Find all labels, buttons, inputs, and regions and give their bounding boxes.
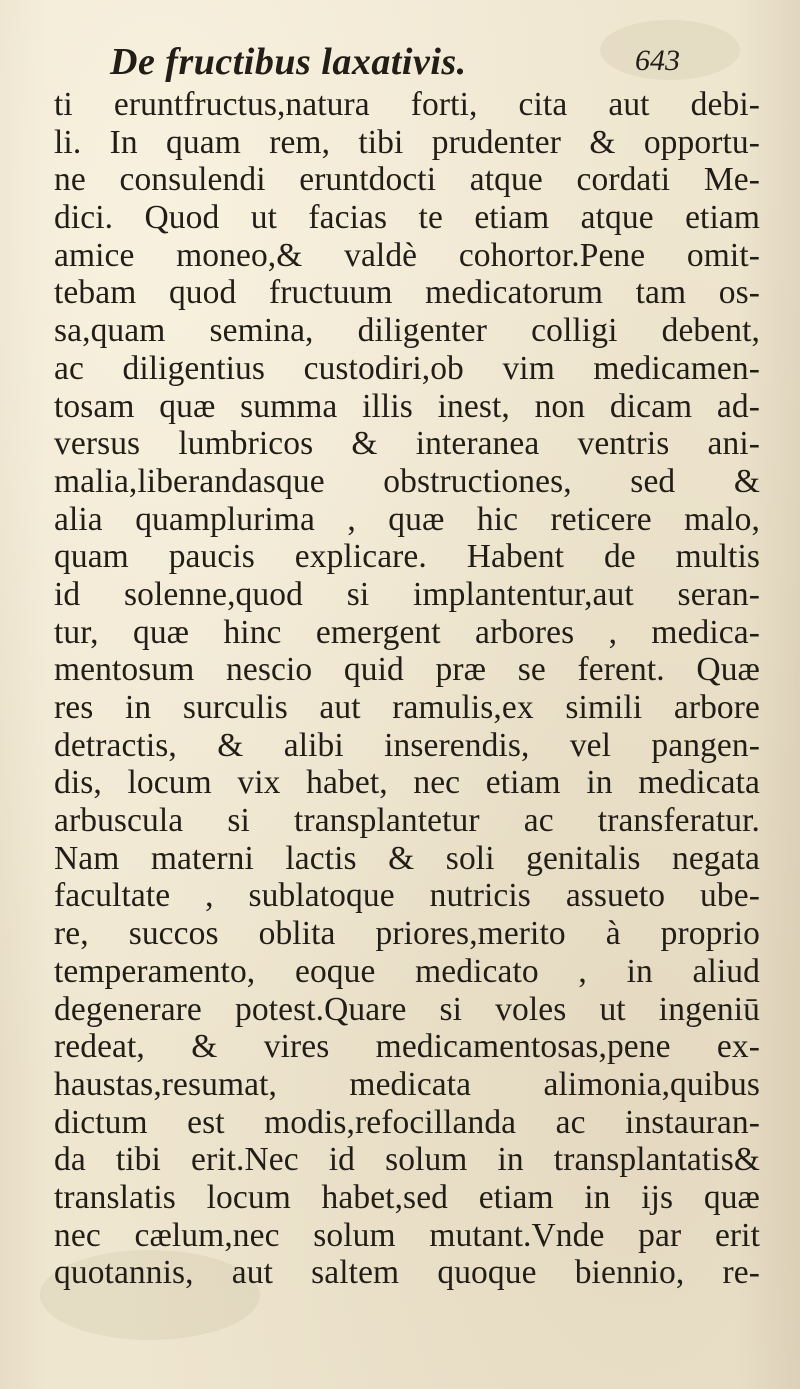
text-line: malia,liberandasque obstructiones, sed &	[54, 462, 760, 500]
text-line: id solenne,quod si implantentur,aut seran-	[54, 575, 760, 613]
page-number: 643	[635, 44, 680, 77]
text-line: dictum est modis,refocillanda ac instauran-	[54, 1103, 760, 1141]
text-line: ti eruntfructus,natura forti, cita aut debi-	[54, 86, 760, 123]
text-line: nec cælum,nec solum mutant.Vnde par erit	[54, 1216, 760, 1254]
text-line: tur, quæ hinc emergent arbores , medica-	[54, 613, 760, 651]
text-line: haustas,resumat, medicata alimonia,quibus	[54, 1065, 760, 1103]
text-line: degenerare potest.Quare si voles ut ingeniū	[54, 990, 760, 1028]
body-text	[54, 86, 760, 1292]
text-line: Nam materni lactis & soli genitalis negata	[54, 839, 760, 877]
text-line: quam paucis explicare. Habent de multis	[54, 538, 760, 576]
text-line: dis, locum vix habet, nec etiam in medicata	[54, 764, 760, 802]
text-line: sa,quam semina, diligenter colligi debent,	[54, 312, 760, 350]
text-line: alia quamplurima , quæ hic reticere malo,	[54, 500, 760, 538]
text-line: re, succos oblita priores,merito à proprio	[54, 915, 760, 953]
text-line: detractis, & alibi inserendis, vel pangen-	[54, 726, 760, 764]
text-line: mentosum nescio quid præ se ferent. Quæ	[54, 651, 760, 689]
text-line: redeat, & vires medicamentosas,pene ex-	[54, 1028, 760, 1066]
text-line: temperamento, eoque medicato , in aliud	[54, 952, 760, 990]
text-line: tebam quod fructuum medicatorum tam os-	[54, 274, 760, 312]
text-line: li. In quam rem, tibi prudenter & opportu-	[54, 123, 760, 161]
running-title: De fructibus laxativis.	[110, 41, 467, 83]
text-line: arbuscula si transplantetur ac transferatur.	[54, 802, 760, 840]
text-line: res in surculis aut ramulis,ex simili arbore	[54, 689, 760, 726]
text-line: da tibi erit.Nec id solum in transplantatis&	[54, 1141, 760, 1179]
text-line: quotannis, aut saltem quoque biennio, re-	[54, 1254, 760, 1292]
text-line: tosam quæ summa illis inest, non dicam ad-	[54, 387, 760, 425]
text-line: facultate , sublatoque nutricis assueto ube-	[54, 877, 760, 915]
text-line: amice moneo,& valdè cohortor.Pene omit-	[54, 236, 760, 274]
text-line: translatis locum habet,sed etiam in ijs quæ	[54, 1178, 760, 1216]
text-line: ac diligentius custodiri,ob vim medicamen-	[54, 349, 760, 387]
text-line: versus lumbricos & interanea ventris ani-	[54, 425, 760, 463]
page-header	[110, 40, 680, 88]
text-line: dici. Quod ut facias te etiam atque etiam	[54, 199, 760, 237]
text-line: ne consulendi eruntdocti atque cordati Me-	[54, 161, 760, 199]
